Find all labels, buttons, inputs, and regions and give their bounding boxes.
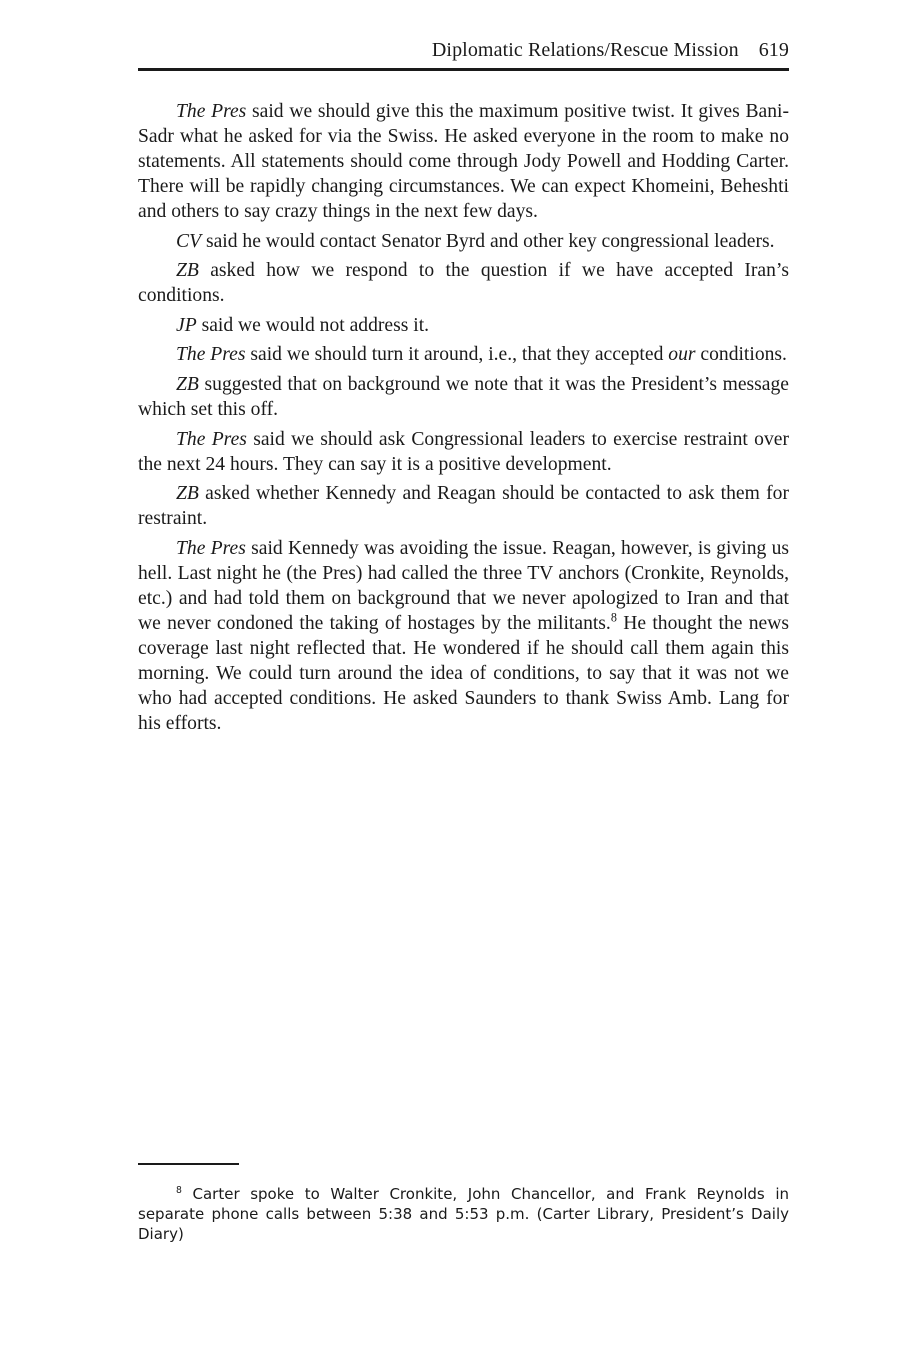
footnote-text: Carter spoke to Walter Cronkite, John Chancellor, and Frank Reynolds in separate phone calls between 5:38 and 5:53 p.m. (Carter Library, President’s Daily Diary) (138, 1185, 789, 1243)
speaker: The Pres (176, 344, 246, 366)
paragraph-text: asked how we respond to the question if we have accepted Iran’s conditions. (138, 260, 789, 307)
paragraph (138, 427, 789, 477)
paragraph-text: said we would not address it. (196, 314, 430, 336)
speaker: The Pres (176, 537, 246, 559)
paragraph-text: said he would contact Senator Byrd and other key congressional leaders. (201, 230, 775, 252)
emphasis: our (668, 344, 696, 366)
paragraph (138, 313, 789, 338)
running-header (138, 36, 789, 64)
speaker: The Pres (176, 101, 247, 122)
footnote-rule (138, 1163, 239, 1165)
paragraph-text: conditions. (695, 344, 787, 366)
page-number: 619 (758, 39, 789, 61)
paragraph (138, 481, 789, 531)
speaker: CV (176, 230, 202, 252)
footnote-number: 8 (176, 1185, 182, 1196)
paragraph-text: said Kennedy was avoiding the issue. Reagan, however, is giving us hell. Last night he (the Pres) had called the three TV anchors (Cronkite, Reynolds, etc.) and had told them on background that we never apologized to Iran and that we never condoned the taking of hostages by the militants. (138, 537, 789, 634)
paragraph (138, 536, 789, 736)
paragraph-text: said we should give this the maximum positive twist. It gives Bani-Sadr what he asked for via the Swiss. He asked everyone in the room to make no statements. All statements should come through Jody Powell and Hodding Carter. There will be rapidly changing circumstances. We can expect Khomeini, Beheshti and others to say crazy things in the next few days. (138, 101, 789, 222)
paragraph (138, 99, 789, 224)
running-title: Diplomatic Relations/Rescue Mission (431, 39, 739, 61)
paragraph-text: suggested that on background we note that it was the President’s message which set this off. (138, 373, 789, 420)
document-body (138, 99, 789, 740)
speaker: ZB (176, 373, 199, 395)
speaker: ZB (176, 260, 199, 282)
speaker: JP (176, 314, 197, 336)
paragraph-text: said we should ask Congressional leaders to exercise restraint over the next 24 hours. They can say it is a positive development. (138, 428, 789, 475)
paragraph-text: said we should turn it around, i.e., that they accepted (245, 344, 669, 366)
speaker: ZB (176, 483, 199, 505)
header-rule (138, 68, 789, 71)
paragraph (138, 342, 789, 367)
paragraph (138, 229, 789, 254)
paragraph (138, 258, 789, 308)
paragraph (138, 372, 789, 422)
footnote (138, 1184, 789, 1244)
speaker: The Pres (176, 428, 247, 450)
footnote-paragraph (138, 1184, 789, 1244)
paragraph-text: He thought the news coverage last night reflected that. He wondered if he should call them again this morning. We could turn around the idea of conditions, to say that it was not we who had accepted conditions. He asked Saunders to thank Swiss Amb. Lang for his efforts. (138, 612, 789, 734)
footnote-reference[interactable]: 8 (610, 610, 617, 625)
paragraph-text: asked whether Kennedy and Reagan should be contacted to ask them for restraint. (138, 483, 789, 530)
